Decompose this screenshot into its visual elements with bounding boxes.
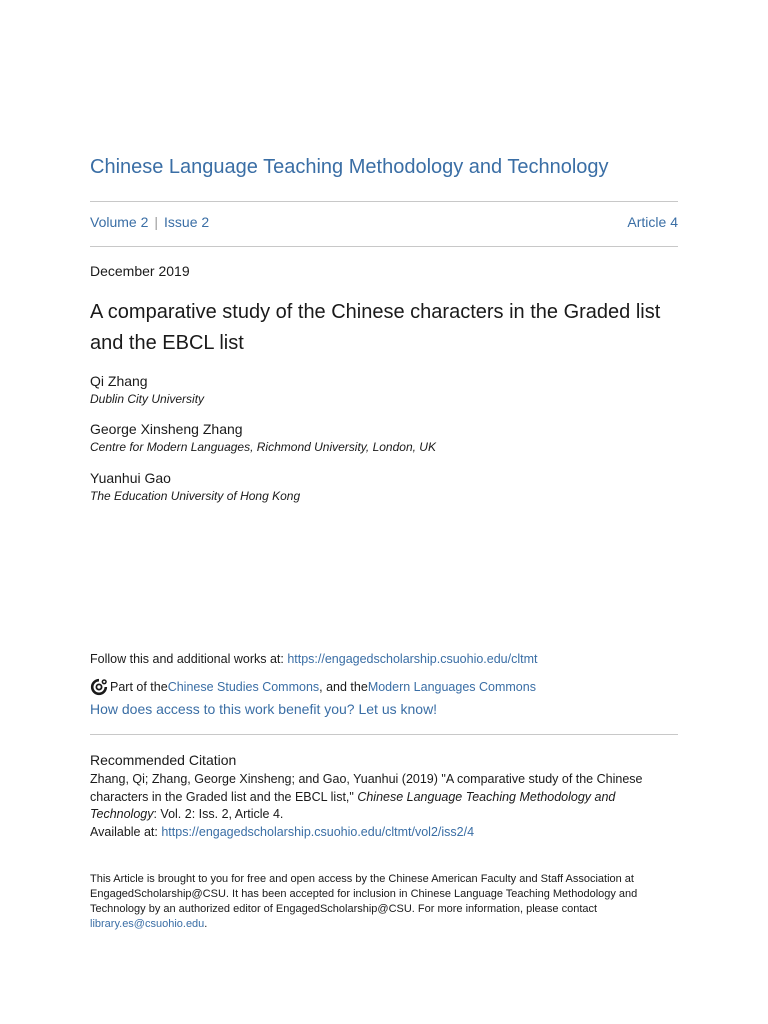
author-affiliation: Centre for Modern Languages, Richmond University, London, UK [90,440,436,454]
article-link[interactable]: Article 4 [627,214,678,230]
publication-date: December 2019 [90,263,190,279]
author-block [90,469,300,504]
part-of-line [90,678,536,696]
footer-text: This Article is brought to you for free and open access by the Chinese American Faculty and Staff Association at EngagedScholarship@CSU. It has been accepted for inclusion in Chinese Language Teaching Methodology and Technology by an authorized editor of EngagedScholarship@CSU. For more information, please contact [90,873,638,915]
author-name: Qi Zhang [90,373,148,389]
footer-end: . [204,918,208,930]
author-block [90,420,436,455]
author-name: Yuanhui Gao [90,470,171,486]
footer-notice [90,872,678,932]
citation-link[interactable]: https://engagedscholarship.csuohio.edu/cltmt/vol2/iss2/4 [161,824,475,839]
author-block [90,372,204,407]
divider-middle [90,246,678,247]
chinese-studies-commons-link[interactable]: Chinese Studies Commons [167,680,320,694]
part-of-middle: , and the [319,680,368,694]
issue-link[interactable]: Issue 2 [164,214,210,230]
citation-journal: Chinese Language Teaching Methodology and Technology [90,789,616,821]
commons-network-icon [90,678,108,696]
journal-title[interactable]: Chinese Language Teaching Methodology and Technology [90,156,609,178]
volume-issue [90,214,209,230]
citation-text [90,771,678,841]
contact-email-link[interactable]: library.es@csuohio.edu [90,918,205,930]
citation-authors: Zhang, Qi; Zhang, George Xinsheng; and Gao, Yuanhui (2019) "A comparative study of the Chinese characters in the Graded list and the EBCL list," [90,772,643,804]
author-affiliation: The Education University of Hong Kong [90,489,301,503]
divider-bottom [90,734,678,735]
citation-volume: : Vol. 2: Iss. 2, Article 4. [153,807,284,821]
author-affiliation: Dublin City University [90,392,205,406]
follow-prefix: Follow this and additional works at: [90,652,288,666]
recommended-citation-heading: Recommended Citation [90,752,237,768]
part-of-prefix: Part of the [110,680,168,694]
available-prefix: Available at: [90,824,162,839]
access-feedback-link[interactable]: How does access to this work benefit you? Let us know! [90,701,438,717]
divider-top [90,201,678,202]
follow-link[interactable]: https://engagedscholarship.csuohio.edu/cltmt [287,652,538,666]
separator: | [154,214,159,230]
volume-link[interactable]: Volume 2 [90,214,149,230]
author-name: George Xinsheng Zhang [90,421,243,437]
article-title: A comparative study of the Chinese characters in the Graded list and the EBCL list [90,301,661,354]
follow-line [90,652,537,666]
modern-languages-commons-link[interactable]: Modern Languages Commons [367,680,536,694]
